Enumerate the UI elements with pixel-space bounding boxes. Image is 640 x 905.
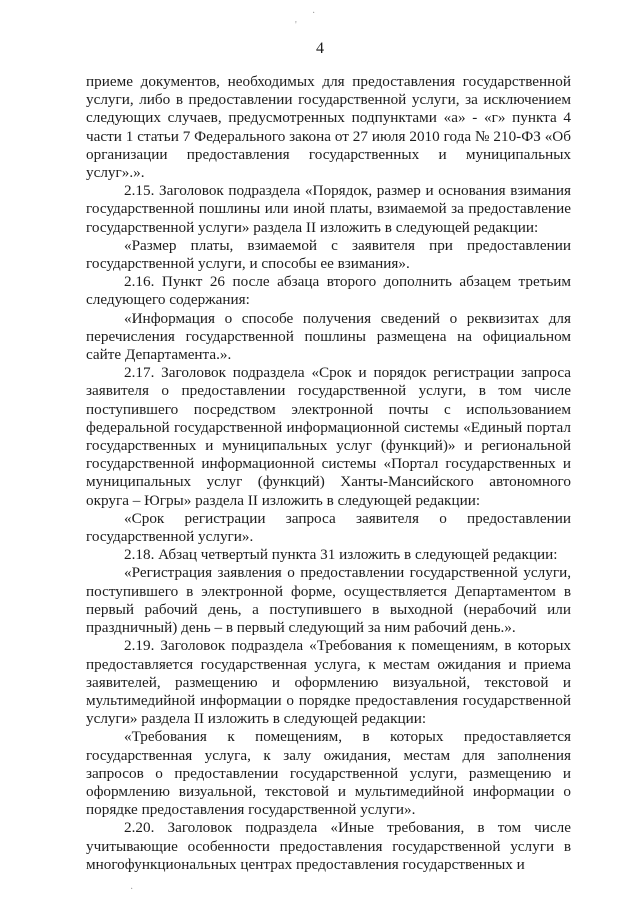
paragraph-quote: «Информация о способе получения сведений о реквизитах для перечисления государственной пошлины размещена на официальном сайте Департамента.». <box>86 309 571 364</box>
paragraph-2-18: 2.18. Абзац четвертый пункта 31 изложить в следующей редакции: <box>124 546 558 564</box>
paragraph-continuation: приеме документов, необходимых для предоставления государственной услуги, либо в предоставлении государственной услуги, за исключением следующих случаев, предусмотренных подпунктами «а» - «г» пункта 4 части 1 статьи 7 Федерального закона от 27 июля 2010 года № 210-ФЗ «Об организации предоставления государственных и муниципальных услуг».». <box>86 73 571 182</box>
paragraph-2-16: 2.16. Пункт 26 после абзаца второго дополнить абзацем третьим следующего содержания: <box>86 273 571 309</box>
paragraph-2-20: 2.20. Заголовок подраздела «Иные требования, в том числе учитывающие особенности предоставления государственной услуги в многофункциональных центрах предоставления государственных и <box>86 819 571 873</box>
scan-speck: · <box>312 8 316 19</box>
page-number: 4 <box>316 40 324 57</box>
paragraph-quote: «Срок регистрации запроса заявителя о предоставлении государственной услуги». <box>86 509 571 546</box>
paragraph-quote: «Требования к помещениям, в которых предоставляется государственная услуга, к залу ожидания, местам для заполнения запросов о предоставлении государственной услуги, размещению и оформлению визуальной, текстовой и мультимедийной информации о порядке предоставления государственной услуги». <box>86 728 571 819</box>
scan-speck: · <box>130 884 134 895</box>
scan-speck: ' <box>295 20 297 31</box>
document-body <box>86 73 571 874</box>
paragraph-2-19: 2.19. Заголовок подраздела «Требования к помещениям, в которых предоставляется государственная услуга, к местам ожидания и приема заявителей, размещению и оформлению визуальной, текстовой и мультимедийной информации о порядке предоставления государственной услуги» раздела II изложить в следующей редакции: <box>86 637 571 728</box>
paragraph-2-15: 2.15. Заголовок подраздела «Порядок, размер и основания взимания государственной пошлины или иной платы, взимаемой за предоставление государственной услуги» раздела II изложить в следующей редакции: <box>86 182 571 236</box>
paragraph-2-17: 2.17. Заголовок подраздела «Срок и порядок регистрации запроса заявителя о предоставлении государственной услуги, в том числе поступившего посредством электронной почты с использованием федеральной государственной информационной системы «Единый портал государственных и муниципальных услуг (функций)» и региональной государственной информационной системы «Портал государственных и муниципальных услуг (функций) Ханты-Мансийского автономного округа – Югры» раздела II изложить в следующей редакции: <box>86 364 571 509</box>
paragraph-quote: «Регистрация заявления о предоставлении государственной услуги, поступившего в электронной форме, осуществляется Департаментом в первый рабочий день, а поступившего в выходной (нерабочий или праздничный) день – в первый следующий за ним рабочий день.». <box>86 564 571 637</box>
paragraph-quote: «Размер платы, взимаемой с заявителя при предоставлении государственной услуги, и способы ее взимания». <box>86 236 571 273</box>
